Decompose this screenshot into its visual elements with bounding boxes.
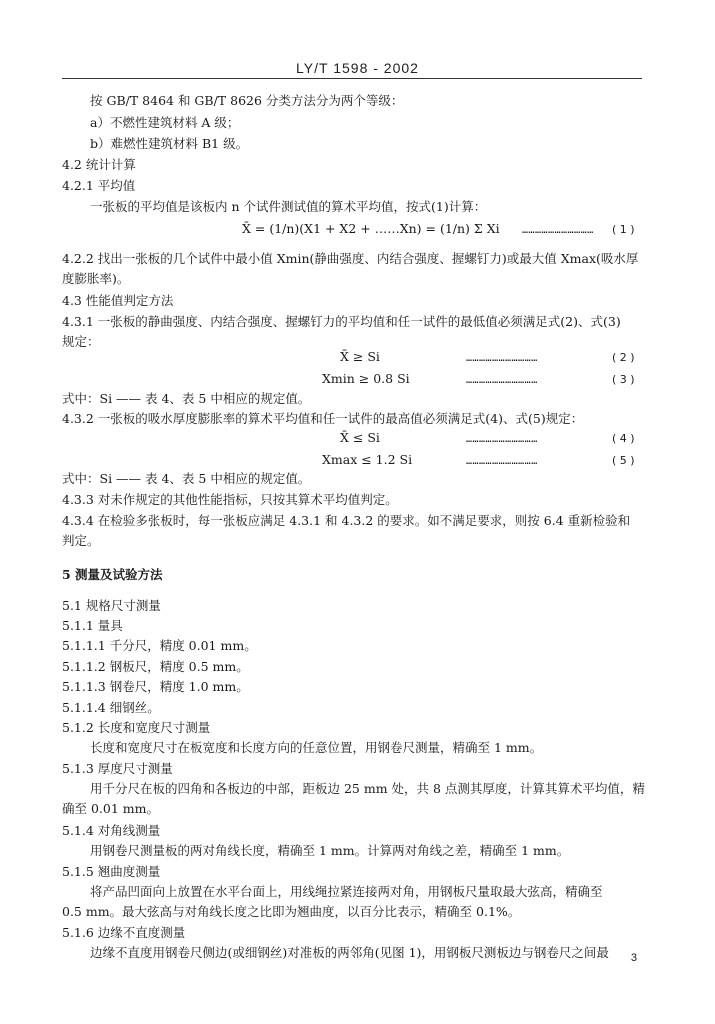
equation-number: ( 5 ) (612, 454, 635, 467)
list-item: b）难燃性建筑材料 B1 级。 (90, 136, 249, 151)
dot-leader: …………………………… (466, 375, 538, 386)
dot-leader: …………………………… (466, 353, 538, 364)
equation-number: ( 2 ) (612, 351, 635, 364)
paragraph: 规定： (62, 334, 100, 349)
section-heading: 5.1.1.1 千分尺，精度 0.01 mm。 (62, 638, 257, 653)
chapter-heading: 5 测量及试验方法 (62, 567, 163, 582)
paragraph: 度膨胀率)。 (62, 271, 130, 286)
paragraph: 边缘不直度用钢卷尺侧边(或细钢丝)对准板的两邻角(见图 1)，用钢板尺测板边与钢卷尺之间最 (90, 945, 609, 960)
paragraph: 0.5 mm。最大弦高与对角线长度之比即为翘曲度，以百分比表示，精确至 0.1%。 (62, 904, 521, 919)
equation-3: Xmin ≥ 0.8 Si (322, 371, 410, 386)
list-item: a）不燃性建筑材料 A 级； (90, 115, 240, 130)
equation-1: X̄ = (1/n)(X1 + X2 + ……Xn) = (1/n) Σ Xi (242, 221, 500, 236)
equation-number: ( 4 ) (612, 432, 635, 445)
header-rule (62, 78, 642, 79)
equation-number: ( 1 ) (612, 223, 635, 236)
dot-leader: …………………………… (466, 434, 538, 445)
equation-4: X̄ ≤ Si (340, 430, 380, 445)
section-heading: 4.3.3 对未作规定的其他性能指标，只按其算术平均值判定。 (62, 492, 398, 507)
section-heading: 5.1.5 翘曲度测量 (62, 864, 161, 879)
section-heading: 4.3.1 一张板的静曲强度、内结合强度、握螺钉力的平均值和任一试件的最低值必须满足式(2)、式(3) (62, 314, 621, 329)
section-heading: 4.2.1 平均值 (62, 178, 136, 193)
section-heading: 5.1.1.4 细钢丝。 (62, 700, 160, 715)
section-heading: 4.3 性能值判定方法 (62, 293, 174, 308)
paragraph: 按 GB/T 8464 和 GB/T 8626 分类方法分为两个等级： (90, 93, 404, 108)
standard-code: LY/T 1598 - 2002 (296, 60, 419, 76)
dot-leader: …………………………… (522, 225, 594, 236)
section-heading: 5.1.4 对角线测量 (62, 823, 161, 838)
section-heading: 5.1.3 厚度尺寸测量 (62, 761, 173, 776)
paragraph: 确至 0.01 mm。 (62, 801, 159, 816)
section-heading: 5.1.2 长度和宽度尺寸测量 (62, 720, 211, 735)
equation-2: X̄ ≥ Si (340, 349, 380, 364)
section-heading: 4.3.2 一张板的吸水厚度膨胀率的算术平均值和任一试件的最高值必须满足式(4)、式(5)规定： (62, 411, 584, 426)
paragraph: 用钢卷尺测量板的两对角线长度，精确至 1 mm。计算两对角线之差，精确至 1 mm。 (90, 843, 570, 858)
section-heading: 5.1.1 量具 (62, 618, 123, 633)
section-heading: 5.1 规格尺寸测量 (62, 598, 161, 613)
paragraph: 判定。 (62, 533, 100, 548)
equation-5: Xmax ≤ 1.2 Si (322, 452, 413, 467)
paragraph: 用千分尺在板的四角和各板边的中部，距板边 25 mm 处，共 8 点测其厚度，计算其算术平均值，精 (90, 781, 645, 796)
section-heading: 4.2.2 找出一张板的几个试件中最小值 Xmin(静曲强度、内结合强度、握螺钉力)或最大值 Xmax(吸水厚 (62, 251, 639, 266)
section-heading: 5.1.6 边缘不直度测量 (62, 925, 186, 940)
section-heading: 4.2 统计计算 (62, 157, 136, 172)
paragraph: 式中：Si —— 表 4、表 5 中相应的规定值。 (62, 471, 311, 486)
page-number: 3 (630, 952, 637, 964)
section-heading: 5.1.1.2 钢板尺，精度 0.5 mm。 (62, 659, 249, 674)
section-heading: 5.1.1.3 钢卷尺，精度 1.0 mm。 (62, 679, 249, 694)
paragraph: 一张板的平均值是该板内 n 个试件测试值的算术平均值，按式(1)计算： (90, 199, 487, 214)
paragraph: 将产品凹面向上放置在水平台面上，用线绳拉紧连接两对角，用钢板尺量取最大弦高，精确至 (90, 884, 603, 899)
paragraph: 长度和宽度尺寸在板宽度和长度方向的任意位置，用钢卷尺测量，精确至 1 mm。 (90, 740, 543, 755)
dot-leader: …………………………… (466, 456, 538, 467)
paragraph: 式中：Si —— 表 4、表 5 中相应的规定值。 (62, 391, 311, 406)
equation-number: ( 3 ) (612, 373, 635, 386)
section-heading: 4.3.4 在检验多张板时，每一张板应满足 4.3.1 和 4.3.2 的要求。如不满足要求，则按 6.4 重新检验和 (62, 513, 631, 528)
